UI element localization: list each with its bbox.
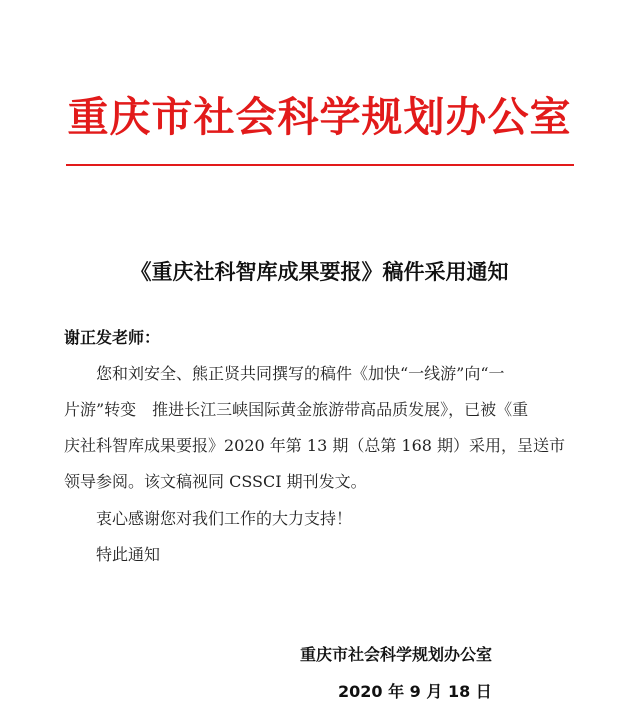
salutation: 谢正发老师： xyxy=(64,328,161,347)
signature-date: 2020 年 9 月 18 日 xyxy=(338,682,492,701)
thanks-line: 衷心感谢您对我们工作的大力支持！ xyxy=(96,509,353,528)
notice-title: 《重庆社科智库成果要报》稿件采用通知 xyxy=(130,260,509,284)
body-paragraph-line-1: 您和刘安全、熊正贤共同撰写的稿件《加快“一线游”向“一 xyxy=(96,364,505,383)
letterhead-title: 重庆市社会科学规划办公室 xyxy=(67,93,572,141)
letterhead-divider xyxy=(66,164,574,166)
body-paragraph-line-4: 领导参阅。该文稿视同 CSSCI 期刊发文。 xyxy=(64,472,367,491)
body-paragraph-line-2: 片游”转变 推进长江三峡国际黄金旅游带高品质发展》，已被《重 xyxy=(64,400,529,419)
body-paragraph-line-3: 庆社科智库成果要报》2020 年第 13 期（总第 168 期）采用，呈送市 xyxy=(64,436,566,455)
closing-line: 特此通知 xyxy=(96,545,161,564)
signature-organization: 重庆市社会科学规划办公室 xyxy=(300,645,493,664)
